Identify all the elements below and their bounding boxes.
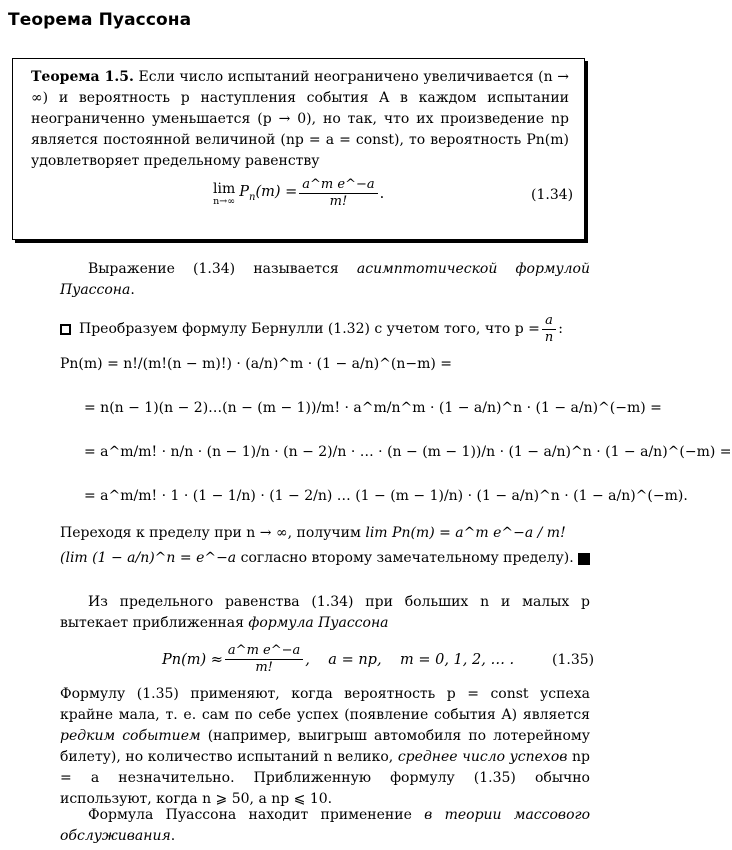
formula-lhs: $P_n(m)$ = bbox=[239, 184, 298, 203]
paragraph-queueing: Формула Пуассона находит применение в теории массового обслуживания. bbox=[60, 807, 590, 844]
theorem-box bbox=[12, 58, 585, 240]
paragraph-application: Формулу (1.35) применяют, когда вероятность p = const успеха крайне мала, т. е. сам по себе успех (появление события A) является редким событием (например, выигрыш автомобиля по лотерейному билету), но количество испытаний n велико, среднее число успехов np = a незначительно. Приближенную формулу (1.35) обычно используют, когда n ⩾ 50, а np ⩽ 10. bbox=[60, 686, 590, 807]
formula2-fraction: $\frac{\text{a\textasciicircum{}m e\textasciicircum{}−a}}{m!}$ bbox=[225, 643, 303, 676]
formula-1-35: Pn(m) ≈ $\frac{\text{a\textasciicircum{}m e\textasciicircum{}−a}}{m!}$ , a = np, m = 0, 1, 2, … . bbox=[162, 643, 515, 675]
equation-number: (1.34) bbox=[531, 187, 574, 203]
paragraph-poisson-approx: Из предельного равенства (1.34) при больших n и малых p вытекает приближенная формула Пуассона bbox=[60, 594, 590, 631]
proof-end-icon bbox=[578, 553, 590, 565]
limit-line: Переходя к пределу при n → ∞, получим lim Pn(m) = a^m e^−a / m! bbox=[60, 525, 566, 541]
proof-line-1: Pn(m) = n!/(m!(n − m)!) · (a/n)^m · (1 − a/n)^(n−m) = bbox=[60, 356, 453, 372]
formula-fraction: $\frac{\text{a\textasciicircum{}m e\textasciicircum{}−a}}{m!}$ bbox=[299, 177, 377, 210]
equation-number-2: (1.35) bbox=[552, 652, 595, 668]
proof-line-4: = a^m/m! · 1 · (1 − 1/n) · (1 − 2/n) … (1 − (m − 1)/n) · (1 − a/n)^n · (1 − a/n)^(−m). bbox=[84, 488, 688, 504]
proof-line-3: = a^m/m! · n/n · (n − 1)/n · (n − 2)/n · … · (n − (m − 1))/n · (1 − a/n)^n · (1 − a/n)^(−m) = bbox=[84, 444, 732, 460]
theorem-statement bbox=[31, 67, 569, 172]
limit-operator: lim n→∞ bbox=[213, 180, 236, 207]
theorem-label: Теорема 1.5. bbox=[31, 69, 134, 85]
formula-1-34: lim n→∞ $P_n(m)$ = $\frac{\text{a\textasciicircum{}m e\textasciicircum{}−a}}{m!}$ . bbox=[213, 177, 385, 209]
intro-fraction: $\frac{a}{n}$ bbox=[542, 313, 556, 346]
proof-start-icon bbox=[60, 324, 71, 335]
proof-line-2: = n(n − 1)(n − 2)…(n − (m − 1))/m! · a^m/n^m · (1 − a/n)^n · (1 − a/n)^(−m) = bbox=[84, 400, 662, 416]
paragraph-asymptotic: Выражение (1.34) называется асимптотической формулой Пуассона. bbox=[60, 261, 590, 298]
proof-intro: Преобразуем формулу Бернулли (1.32) с учетом того, что p = $\frac{a}{n}$ : bbox=[60, 313, 590, 346]
limit-note: (lim (1 − a/n)^n = e^−a согласно второму замечательному пределу). bbox=[60, 550, 574, 566]
section-heading: Теорема Пуассона bbox=[8, 10, 192, 30]
theorem-text: Если число испытаний неограничено увеличивается (n → ∞) и вероятность p наступления события A в каждом испытании неограниченно уменьшается (p → 0), но так, что их произведение np является постоянной величиной (np = a = const), то вероятность Pn(m) удовлетворяет предельному равенству bbox=[31, 69, 569, 169]
